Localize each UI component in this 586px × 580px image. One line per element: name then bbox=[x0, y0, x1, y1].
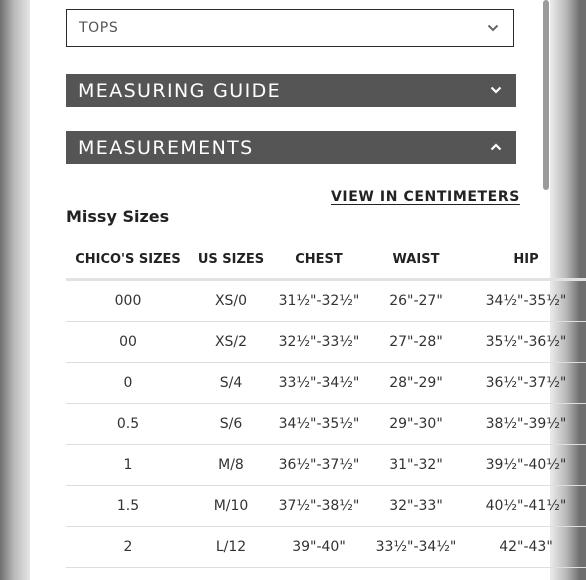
cell-chest: 31½"-32½" bbox=[272, 280, 366, 322]
cell-hip: 38½"-39½" bbox=[466, 404, 586, 445]
measurements-label: MEASUREMENTS bbox=[78, 137, 254, 159]
table-header-row bbox=[66, 240, 586, 280]
header-hip: HIP bbox=[466, 240, 586, 280]
cell-us-size: XS/0 bbox=[190, 280, 272, 322]
chevron-down-icon bbox=[487, 23, 499, 33]
cell-waist: 31"-32" bbox=[366, 445, 466, 486]
category-select-value: TOPS bbox=[79, 20, 119, 36]
cell-us-size: L/12 bbox=[190, 527, 272, 568]
cell-us-size: M/8 bbox=[190, 445, 272, 486]
measuring-guide-toggle[interactable] bbox=[66, 74, 516, 107]
cell-chicos-size: 00 bbox=[66, 322, 190, 363]
cell-chicos-size: 2 bbox=[66, 527, 190, 568]
table-row bbox=[66, 363, 586, 404]
cell-hip: 40½"-41½" bbox=[466, 486, 586, 527]
measuring-guide-label: MEASURING GUIDE bbox=[78, 80, 282, 102]
cell-chest: 33½"-34½" bbox=[272, 363, 366, 404]
cell-chicos-size: 1.5 bbox=[66, 486, 190, 527]
header-chicos-sizes: CHICO'S SIZES bbox=[66, 240, 190, 280]
cell-chicos-size: 000 bbox=[66, 280, 190, 322]
cell-waist: 26"-27" bbox=[366, 280, 466, 322]
cell-waist: 29"-30" bbox=[366, 404, 466, 445]
size-group-title: Missy Sizes bbox=[66, 207, 170, 226]
cell-us-size: XS/2 bbox=[190, 322, 272, 363]
cell-hip: 36½"-37½" bbox=[466, 363, 586, 404]
cell-hip: 34½"-35½" bbox=[466, 280, 586, 322]
cell-hip: 42"-43" bbox=[466, 527, 586, 568]
chevron-down-icon bbox=[490, 85, 502, 95]
table-row bbox=[66, 404, 586, 445]
header-chest: CHEST bbox=[272, 240, 366, 280]
chevron-up-icon bbox=[490, 142, 502, 152]
cell-chicos-size: 0.5 bbox=[66, 404, 190, 445]
size-chart-page bbox=[30, 0, 567, 580]
cell-us-size: M/10 bbox=[190, 486, 272, 527]
cell-waist: 33½"-34½" bbox=[366, 527, 466, 568]
table-row bbox=[66, 280, 586, 322]
category-select[interactable] bbox=[66, 9, 514, 47]
cell-chest: 37½"-38½" bbox=[272, 486, 366, 527]
cell-chicos-size: 1 bbox=[66, 445, 190, 486]
scrollbar-thumb[interactable] bbox=[543, 0, 549, 190]
cell-chest: 39"-40" bbox=[272, 527, 366, 568]
cell-chest: 36½"-37½" bbox=[272, 445, 366, 486]
cell-waist: 28"-29" bbox=[366, 363, 466, 404]
cell-waist: 27"-28" bbox=[366, 322, 466, 363]
size-table bbox=[66, 240, 586, 568]
table-row bbox=[66, 445, 586, 486]
table-row bbox=[66, 527, 586, 568]
cell-chest: 32½"-33½" bbox=[272, 322, 366, 363]
cell-hip: 35½"-36½" bbox=[466, 322, 586, 363]
cell-chicos-size: 0 bbox=[66, 363, 190, 404]
cell-waist: 32"-33" bbox=[366, 486, 466, 527]
header-waist: WAIST bbox=[366, 240, 466, 280]
header-us-sizes: US SIZES bbox=[190, 240, 272, 280]
size-table-container[interactable] bbox=[66, 240, 567, 580]
table-row bbox=[66, 486, 586, 527]
table-row bbox=[66, 322, 586, 363]
measurements-toggle[interactable] bbox=[66, 131, 516, 164]
cell-chest: 34½"-35½" bbox=[272, 404, 366, 445]
cell-us-size: S/6 bbox=[190, 404, 272, 445]
view-in-centimeters-link[interactable]: VIEW IN CENTIMETERS bbox=[331, 189, 520, 205]
cell-hip: 39½"-40½" bbox=[466, 445, 586, 486]
cell-us-size: S/4 bbox=[190, 363, 272, 404]
